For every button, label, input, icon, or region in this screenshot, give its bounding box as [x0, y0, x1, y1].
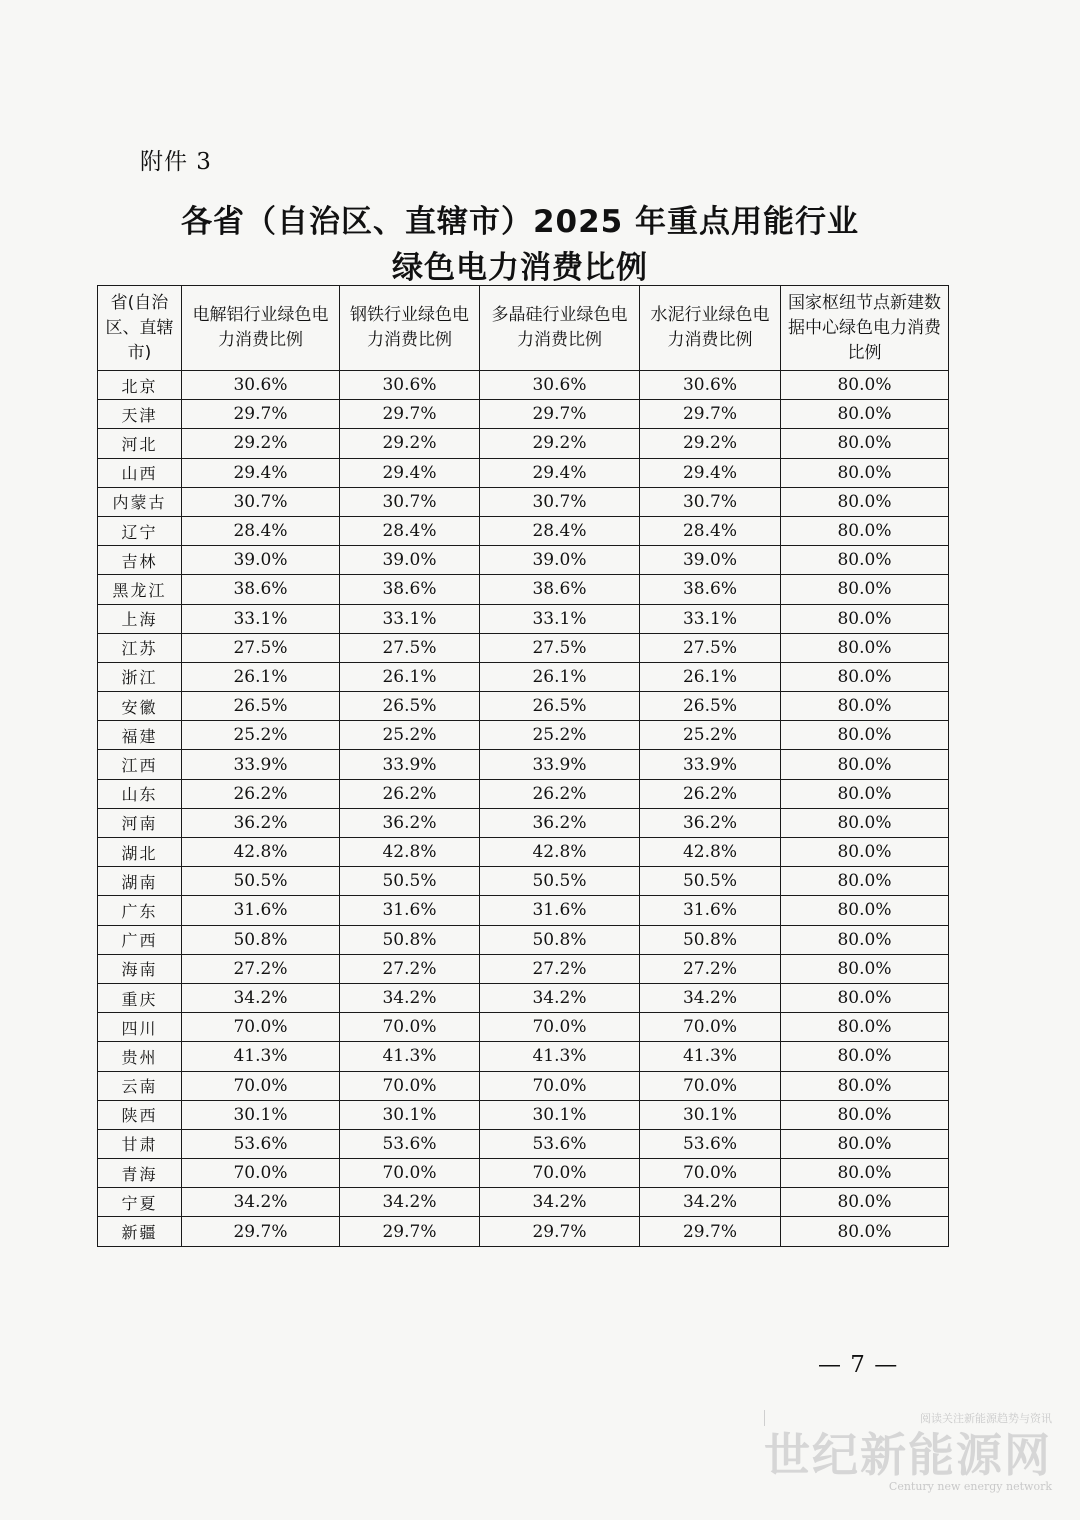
ratio-cell: 50.5% [480, 867, 640, 896]
ratio-cell: 80.0% [781, 1042, 949, 1071]
ratio-cell: 80.0% [781, 487, 949, 516]
ratio-cell: 27.5% [340, 633, 480, 662]
ratio-cell: 29.2% [480, 429, 640, 458]
ratio-cell: 70.0% [182, 1071, 340, 1100]
ratio-cell: 70.0% [182, 1013, 340, 1042]
ratio-cell: 26.1% [480, 662, 640, 691]
ratio-cell: 80.0% [781, 838, 949, 867]
header-province-label: 省(自治区、直辖市) [105, 292, 174, 363]
ratio-cell: 41.3% [340, 1042, 480, 1071]
ratio-cell: 29.4% [340, 458, 480, 487]
table-row [98, 1217, 949, 1246]
table-row [98, 1013, 949, 1042]
ratio-cell: 70.0% [340, 1071, 480, 1100]
table-body [98, 371, 949, 1247]
ratio-cell: 27.2% [340, 954, 480, 983]
ratio-cell: 29.7% [340, 400, 480, 429]
ratio-cell: 34.2% [640, 1188, 781, 1217]
province-cell: 山东 [98, 779, 182, 808]
ratio-cell: 26.1% [340, 662, 480, 691]
page-number: — 7 — [818, 1352, 899, 1378]
ratio-cell: 39.0% [340, 546, 480, 575]
ratio-cell: 28.4% [480, 516, 640, 545]
table-row [98, 487, 949, 516]
table-row [98, 721, 949, 750]
table-row [98, 983, 949, 1012]
table-row [98, 1188, 949, 1217]
ratio-cell: 80.0% [781, 1188, 949, 1217]
province-cell: 北京 [98, 371, 182, 400]
document-title-line-2: 绿色电力消费比例 [392, 250, 648, 286]
ratio-cell: 50.5% [340, 867, 480, 896]
ratio-cell: 80.0% [781, 750, 949, 779]
ratio-cell: 30.6% [480, 371, 640, 400]
ratio-cell: 38.6% [640, 575, 781, 604]
header-steel-label: 钢铁行业绿色电力消费比例 [350, 305, 469, 350]
ratio-cell: 53.6% [480, 1129, 640, 1158]
ratio-cell: 36.2% [480, 808, 640, 837]
ratio-cell: 26.1% [640, 662, 781, 691]
ratio-cell: 80.0% [781, 516, 949, 545]
table-row [98, 692, 949, 721]
province-cell: 湖北 [98, 838, 182, 867]
ratio-cell: 50.8% [480, 925, 640, 954]
header-aluminum-label: 电解铝行业绿色电力消费比例 [192, 305, 329, 350]
ratio-cell: 26.5% [340, 692, 480, 721]
ratio-cell: 25.2% [640, 721, 781, 750]
ratio-cell: 70.0% [340, 1013, 480, 1042]
ratio-cell: 36.2% [640, 808, 781, 837]
ratio-cell: 29.7% [182, 400, 340, 429]
ratio-cell: 34.2% [340, 983, 480, 1012]
ratio-cell: 27.2% [480, 954, 640, 983]
table-row [98, 1042, 949, 1071]
ratio-cell: 34.2% [480, 983, 640, 1012]
table-row [98, 633, 949, 662]
ratio-cell: 80.0% [781, 400, 949, 429]
ratio-cell: 53.6% [340, 1129, 480, 1158]
ratio-cell: 80.0% [781, 604, 949, 633]
ratio-cell: 70.0% [640, 1159, 781, 1188]
ratio-cell: 27.5% [480, 633, 640, 662]
ratio-cell: 80.0% [781, 721, 949, 750]
ratio-cell: 27.5% [182, 633, 340, 662]
ratio-cell: 29.7% [480, 1217, 640, 1246]
ratio-cell: 50.8% [340, 925, 480, 954]
ratio-cell: 31.6% [640, 896, 781, 925]
ratio-cell: 31.6% [340, 896, 480, 925]
table-row [98, 575, 949, 604]
ratio-cell: 33.1% [480, 604, 640, 633]
ratio-cell: 26.2% [480, 779, 640, 808]
ratio-cell: 29.2% [340, 429, 480, 458]
watermark-english: Century new energy network [888, 1480, 1052, 1493]
ratio-cell: 39.0% [480, 546, 640, 575]
ratio-cell: 80.0% [781, 1129, 949, 1158]
province-cell: 天津 [98, 400, 182, 429]
ratio-cell: 36.2% [340, 808, 480, 837]
watermark-subtitle: 阅读关注新能源趋势与资讯 [764, 1410, 1052, 1426]
ratio-cell: 30.1% [340, 1100, 480, 1129]
ratio-cell: 30.7% [640, 487, 781, 516]
ratio-cell: 80.0% [781, 429, 949, 458]
province-cell: 黑龙江 [98, 575, 182, 604]
ratio-cell: 80.0% [781, 1159, 949, 1188]
province-cell: 甘肃 [98, 1129, 182, 1158]
ratio-cell: 26.2% [182, 779, 340, 808]
province-cell: 青海 [98, 1159, 182, 1188]
table-row [98, 371, 949, 400]
ratio-cell: 25.2% [480, 721, 640, 750]
header-polysilicon [480, 286, 640, 371]
document-title-line-1: 各省（自治区、直辖市）2025 年重点用能行业 [180, 204, 860, 240]
ratio-cell: 80.0% [781, 896, 949, 925]
province-cell: 河北 [98, 429, 182, 458]
province-cell: 海南 [98, 954, 182, 983]
ratio-cell: 53.6% [182, 1129, 340, 1158]
table-row [98, 516, 949, 545]
ratio-cell: 26.2% [340, 779, 480, 808]
ratio-cell: 80.0% [781, 575, 949, 604]
province-cell: 陕西 [98, 1100, 182, 1129]
province-cell: 新疆 [98, 1217, 182, 1246]
ratio-cell: 26.1% [182, 662, 340, 691]
table-row [98, 896, 949, 925]
header-province [98, 286, 182, 371]
ratio-cell: 34.2% [640, 983, 781, 1012]
ratio-cell: 33.9% [340, 750, 480, 779]
province-cell: 安徽 [98, 692, 182, 721]
ratio-cell: 31.6% [182, 896, 340, 925]
table-row [98, 1100, 949, 1129]
attachment-label: 附件 3 [140, 149, 212, 175]
ratio-cell: 30.7% [340, 487, 480, 516]
ratio-cell: 29.4% [640, 458, 781, 487]
ratio-cell: 70.0% [480, 1013, 640, 1042]
ratio-cell: 27.2% [640, 954, 781, 983]
province-cell: 云南 [98, 1071, 182, 1100]
ratio-cell: 70.0% [182, 1159, 340, 1188]
table-row [98, 1129, 949, 1158]
ratio-cell: 29.4% [182, 458, 340, 487]
ratio-cell: 33.1% [340, 604, 480, 633]
ratio-cell: 28.4% [640, 516, 781, 545]
watermark [764, 1410, 1052, 1493]
ratio-cell: 26.2% [640, 779, 781, 808]
province-cell: 贵州 [98, 1042, 182, 1071]
header-cement-label: 水泥行业绿色电力消费比例 [650, 305, 770, 350]
ratio-cell: 30.6% [182, 371, 340, 400]
ratio-cell: 70.0% [480, 1071, 640, 1100]
province-cell: 内蒙古 [98, 487, 182, 516]
watermark-logo-text: 世纪新能源网 [764, 1428, 1052, 1482]
table-row [98, 1071, 949, 1100]
ratio-cell: 29.7% [340, 1217, 480, 1246]
province-cell: 吉林 [98, 546, 182, 575]
table-row [98, 458, 949, 487]
header-data-center [781, 286, 949, 371]
header-polysilicon-label: 多晶硅行业绿色电力消费比例 [491, 305, 628, 350]
ratio-cell: 25.2% [340, 721, 480, 750]
ratio-cell: 80.0% [781, 983, 949, 1012]
ratio-cell: 80.0% [781, 779, 949, 808]
table-row [98, 838, 949, 867]
table-row [98, 779, 949, 808]
ratio-cell: 38.6% [480, 575, 640, 604]
ratio-cell: 70.0% [340, 1159, 480, 1188]
ratio-cell: 30.6% [340, 371, 480, 400]
province-cell: 山西 [98, 458, 182, 487]
ratio-cell: 34.2% [182, 983, 340, 1012]
ratio-cell: 29.7% [182, 1217, 340, 1246]
ratio-cell: 80.0% [781, 692, 949, 721]
table-row [98, 750, 949, 779]
province-cell: 广西 [98, 925, 182, 954]
header-data-center-label: 国家枢纽节点新建数据中心绿色电力消费比例 [788, 292, 941, 363]
ratio-cell: 53.6% [640, 1129, 781, 1158]
table-header-row [98, 286, 949, 371]
ratio-cell: 80.0% [781, 808, 949, 837]
header-aluminum [182, 286, 340, 371]
ratio-cell: 70.0% [480, 1159, 640, 1188]
province-cell: 江苏 [98, 633, 182, 662]
province-cell: 江西 [98, 750, 182, 779]
ratio-cell: 80.0% [781, 546, 949, 575]
green-power-ratio-table [97, 285, 949, 1247]
ratio-cell: 29.7% [640, 1217, 781, 1246]
ratio-cell: 70.0% [640, 1071, 781, 1100]
header-steel [340, 286, 480, 371]
ratio-cell: 26.5% [640, 692, 781, 721]
ratio-cell: 33.9% [480, 750, 640, 779]
table-row [98, 546, 949, 575]
ratio-cell: 41.3% [480, 1042, 640, 1071]
ratio-cell: 80.0% [781, 1100, 949, 1129]
ratio-cell: 50.5% [640, 867, 781, 896]
ratio-cell: 80.0% [781, 458, 949, 487]
ratio-cell: 80.0% [781, 1013, 949, 1042]
ratio-cell: 26.5% [182, 692, 340, 721]
table-row [98, 429, 949, 458]
ratio-cell: 41.3% [640, 1042, 781, 1071]
ratio-cell: 34.2% [340, 1188, 480, 1217]
ratio-cell: 26.5% [480, 692, 640, 721]
ratio-cell: 30.1% [480, 1100, 640, 1129]
table-row [98, 662, 949, 691]
ratio-cell: 27.2% [182, 954, 340, 983]
ratio-cell: 50.5% [182, 867, 340, 896]
ratio-cell: 41.3% [182, 1042, 340, 1071]
ratio-cell: 70.0% [640, 1013, 781, 1042]
ratio-cell: 80.0% [781, 1071, 949, 1100]
province-cell: 四川 [98, 1013, 182, 1042]
ratio-cell: 36.2% [182, 808, 340, 837]
province-cell: 重庆 [98, 983, 182, 1012]
ratio-cell: 29.2% [640, 429, 781, 458]
ratio-cell: 80.0% [781, 662, 949, 691]
ratio-cell: 80.0% [781, 633, 949, 662]
ratio-cell: 33.9% [640, 750, 781, 779]
ratio-cell: 33.9% [182, 750, 340, 779]
table-row [98, 1159, 949, 1188]
table-row [98, 808, 949, 837]
ratio-cell: 38.6% [182, 575, 340, 604]
ratio-cell: 28.4% [182, 516, 340, 545]
ratio-cell: 50.8% [640, 925, 781, 954]
ratio-cell: 39.0% [640, 546, 781, 575]
province-cell: 上海 [98, 604, 182, 633]
ratio-cell: 31.6% [480, 896, 640, 925]
province-cell: 浙江 [98, 662, 182, 691]
ratio-cell: 80.0% [781, 867, 949, 896]
province-cell: 宁夏 [98, 1188, 182, 1217]
ratio-cell: 50.8% [182, 925, 340, 954]
ratio-cell: 29.7% [480, 400, 640, 429]
ratio-cell: 39.0% [182, 546, 340, 575]
ratio-cell: 42.8% [340, 838, 480, 867]
province-cell: 河南 [98, 808, 182, 837]
table-row [98, 867, 949, 896]
table-row [98, 400, 949, 429]
ratio-cell: 38.6% [340, 575, 480, 604]
ratio-cell: 29.7% [640, 400, 781, 429]
ratio-cell: 29.4% [480, 458, 640, 487]
ratio-cell: 80.0% [781, 371, 949, 400]
header-cement [640, 286, 781, 371]
ratio-cell: 28.4% [340, 516, 480, 545]
ratio-cell: 34.2% [480, 1188, 640, 1217]
table-row [98, 604, 949, 633]
ratio-cell: 80.0% [781, 1217, 949, 1246]
ratio-cell: 25.2% [182, 721, 340, 750]
ratio-cell: 42.8% [480, 838, 640, 867]
ratio-cell: 27.5% [640, 633, 781, 662]
ratio-cell: 42.8% [182, 838, 340, 867]
province-cell: 广东 [98, 896, 182, 925]
ratio-cell: 80.0% [781, 954, 949, 983]
ratio-cell: 33.1% [182, 604, 340, 633]
ratio-cell: 30.6% [640, 371, 781, 400]
table-row [98, 954, 949, 983]
ratio-cell: 29.2% [182, 429, 340, 458]
ratio-cell: 30.1% [640, 1100, 781, 1129]
ratio-cell: 33.1% [640, 604, 781, 633]
province-cell: 福建 [98, 721, 182, 750]
ratio-cell: 80.0% [781, 925, 949, 954]
province-cell: 辽宁 [98, 516, 182, 545]
ratio-cell: 30.7% [480, 487, 640, 516]
table-row [98, 925, 949, 954]
ratio-cell: 30.7% [182, 487, 340, 516]
ratio-cell: 30.1% [182, 1100, 340, 1129]
ratio-cell: 42.8% [640, 838, 781, 867]
province-cell: 湖南 [98, 867, 182, 896]
ratio-cell: 34.2% [182, 1188, 340, 1217]
